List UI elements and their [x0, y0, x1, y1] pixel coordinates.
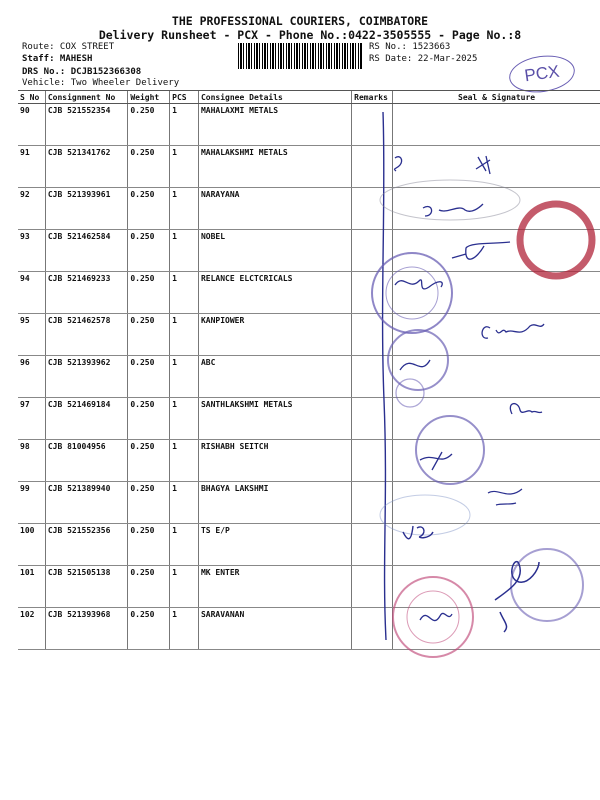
- row-remarks: [352, 608, 393, 650]
- row-weight: 0.250: [128, 440, 170, 482]
- row-sno: 97: [18, 398, 45, 440]
- row-remarks: [352, 356, 393, 398]
- row-pcs: 1: [170, 398, 199, 440]
- row-consignee: MAHALAKSHMI METALS: [198, 146, 351, 188]
- row-pcs: 1: [170, 314, 199, 356]
- row-weight: 0.250: [128, 398, 170, 440]
- rs-number: RS No.: 1523663: [369, 42, 451, 52]
- row-remarks: [352, 524, 393, 566]
- row-weight: 0.250: [128, 566, 170, 608]
- row-consignment: CJB 521462584: [45, 230, 128, 272]
- row-pcs: 1: [170, 482, 199, 524]
- row-pcs: 1: [170, 524, 199, 566]
- table-row: [18, 440, 600, 482]
- table-row: [18, 356, 600, 398]
- row-consignee: KANPIOWER: [198, 314, 351, 356]
- row-consignee: RELANCE ELCTCRICALS: [198, 272, 351, 314]
- table-row: [18, 230, 600, 272]
- row-signature: [393, 272, 600, 314]
- row-signature: [393, 146, 600, 188]
- row-remarks: [352, 440, 393, 482]
- row-sno: 101: [18, 566, 45, 608]
- row-consignment: CJB 521393968: [45, 608, 128, 650]
- col-weight: Weight: [128, 91, 170, 104]
- row-pcs: 1: [170, 272, 199, 314]
- row-consignment: CJB 521341762: [45, 146, 128, 188]
- row-sno: 99: [18, 482, 45, 524]
- row-signature: [393, 314, 600, 356]
- row-signature: [393, 608, 600, 650]
- row-remarks: [352, 230, 393, 272]
- row-sno: 96: [18, 356, 45, 398]
- row-pcs: 1: [170, 104, 199, 146]
- route-info: Route: COX STREET: [22, 42, 115, 52]
- row-consignee: MK ENTER: [198, 566, 351, 608]
- row-pcs: 1: [170, 440, 199, 482]
- row-remarks: [352, 188, 393, 230]
- row-consignment: CJB 521389940: [45, 482, 128, 524]
- drs-number: DRS No.: DCJB152366308: [22, 67, 142, 77]
- row-weight: 0.250: [128, 230, 170, 272]
- row-weight: 0.250: [128, 608, 170, 650]
- row-weight: 0.250: [128, 272, 170, 314]
- row-signature: [393, 356, 600, 398]
- row-signature: [393, 440, 600, 482]
- row-weight: 0.250: [128, 146, 170, 188]
- col-pcs: PCS: [170, 91, 199, 104]
- table-row: [18, 608, 600, 650]
- table-header-row: [18, 91, 600, 104]
- col-signature: Seal & Signature: [393, 91, 600, 104]
- row-consignment: CJB 521552356: [45, 524, 128, 566]
- runsheet-table: [18, 90, 600, 650]
- row-sno: 91: [18, 146, 45, 188]
- row-consignment: CJB 521469184: [45, 398, 128, 440]
- row-signature: [393, 104, 600, 146]
- row-consignment: CJB 521393962: [45, 356, 128, 398]
- row-remarks: [352, 146, 393, 188]
- row-consignment: CJB 521505138: [45, 566, 128, 608]
- row-consignment: CJB 521462578: [45, 314, 128, 356]
- table-row: [18, 104, 600, 146]
- table-row: [18, 272, 600, 314]
- row-pcs: 1: [170, 566, 199, 608]
- staff-info: Staff: MAHESH: [22, 54, 93, 64]
- row-consignee: SANTHLAKSHMI METALS: [198, 398, 351, 440]
- rs-date: RS Date: 22-Mar-2025: [369, 54, 478, 64]
- row-consignment: CJB 521393961: [45, 188, 128, 230]
- row-signature: [393, 524, 600, 566]
- row-remarks: [352, 482, 393, 524]
- row-signature: [393, 566, 600, 608]
- row-consignment: CJB 81004956: [45, 440, 128, 482]
- row-weight: 0.250: [128, 314, 170, 356]
- col-sno: S No: [18, 91, 45, 104]
- row-weight: 0.250: [128, 524, 170, 566]
- row-weight: 0.250: [128, 188, 170, 230]
- row-consignee: ABC: [198, 356, 351, 398]
- row-consignee: BHAGYA LAKSHMI: [198, 482, 351, 524]
- row-sno: 100: [18, 524, 45, 566]
- row-signature: [393, 188, 600, 230]
- row-weight: 0.250: [128, 356, 170, 398]
- row-sno: 95: [18, 314, 45, 356]
- vehicle-info: Vehicle: Two Wheeler Delivery: [22, 78, 180, 88]
- row-pcs: 1: [170, 146, 199, 188]
- row-consignment: CJB 521469233: [45, 272, 128, 314]
- row-remarks: [352, 314, 393, 356]
- table-row: [18, 524, 600, 566]
- col-remarks: Remarks: [352, 91, 393, 104]
- row-consignment: CJB 521552354: [45, 104, 128, 146]
- row-consignee: TS E/P: [198, 524, 351, 566]
- table-row: [18, 188, 600, 230]
- row-remarks: [352, 398, 393, 440]
- col-consignee: Consignee Details: [198, 91, 351, 104]
- row-consignee: MAHALAXMI METALS: [198, 104, 351, 146]
- barcode: [238, 43, 363, 69]
- row-pcs: 1: [170, 608, 199, 650]
- runsheet-title: Delivery Runsheet - PCX - Phone No.:0422-3505555 - Page No.:8: [98, 28, 522, 42]
- row-pcs: 1: [170, 188, 199, 230]
- table-row: [18, 398, 600, 440]
- table-row: [18, 482, 600, 524]
- row-consignee: SARAVANAN: [198, 608, 351, 650]
- row-pcs: 1: [170, 356, 199, 398]
- col-consignment: Consignment No: [45, 91, 128, 104]
- pcx-stamp: PCX: [507, 52, 577, 97]
- row-sno: 92: [18, 188, 45, 230]
- table-row: [18, 314, 600, 356]
- row-signature: [393, 230, 600, 272]
- table-row: [18, 146, 600, 188]
- row-sno: 90: [18, 104, 45, 146]
- row-sno: 93: [18, 230, 45, 272]
- row-consignee: NOBEL: [198, 230, 351, 272]
- row-remarks: [352, 272, 393, 314]
- row-remarks: [352, 566, 393, 608]
- row-sno: 102: [18, 608, 45, 650]
- row-pcs: 1: [170, 230, 199, 272]
- row-sno: 98: [18, 440, 45, 482]
- row-remarks: [352, 104, 393, 146]
- row-signature: [393, 482, 600, 524]
- row-consignee: NARAYANA: [198, 188, 351, 230]
- row-weight: 0.250: [128, 482, 170, 524]
- row-sno: 94: [18, 272, 45, 314]
- row-weight: 0.250: [128, 104, 170, 146]
- row-consignee: RISHABH SEITCH: [198, 440, 351, 482]
- company-title: THE PROFESSIONAL COURIERS, COIMBATORE: [171, 14, 429, 28]
- row-signature: [393, 398, 600, 440]
- table-row: [18, 566, 600, 608]
